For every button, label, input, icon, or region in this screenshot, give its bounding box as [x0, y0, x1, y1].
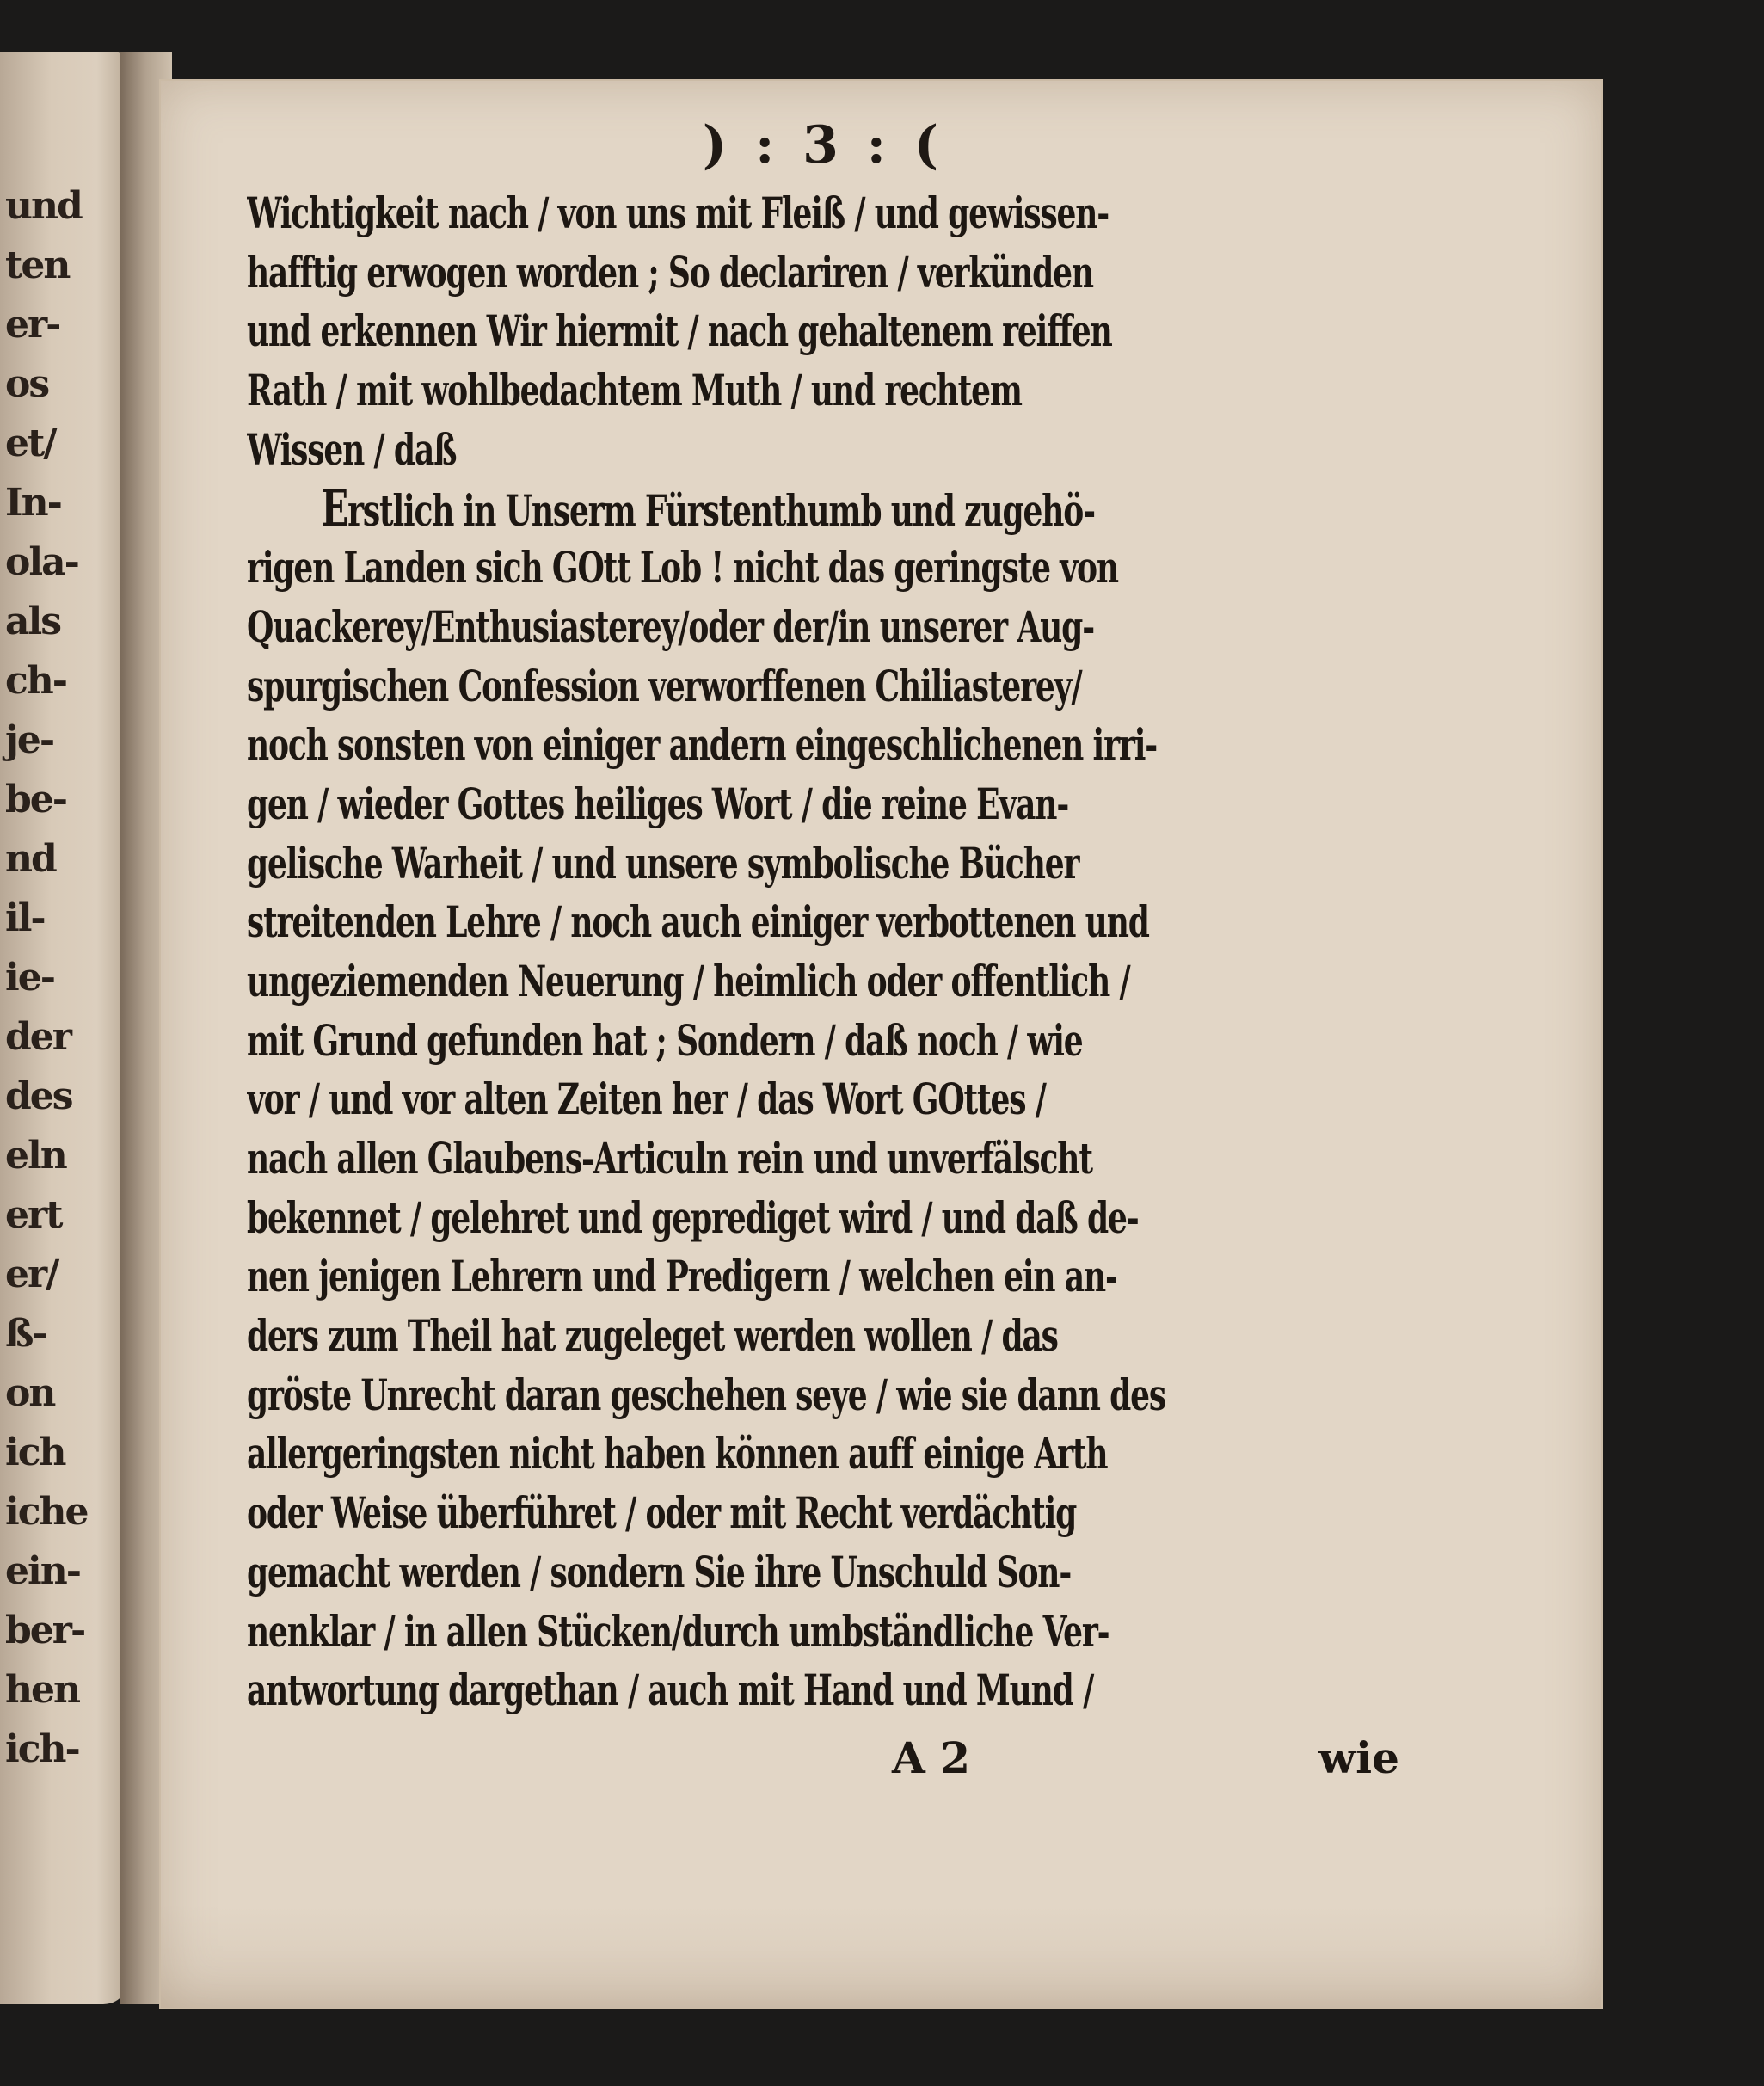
signature-mark: A 2 — [892, 1732, 970, 1783]
text-line: nen jenigen Lehrern und Predigern / welchen ein an- — [247, 1251, 1117, 1302]
edge-fragment: il- — [5, 896, 45, 940]
edge-fragment: ß- — [5, 1312, 46, 1356]
facing-page-left — [0, 52, 129, 2004]
text-line: gen / wieder Gottes heiliges Wort / die reine Evan- — [247, 778, 1069, 829]
edge-fragment: der — [5, 1015, 71, 1059]
text-line: Wissen / daß — [247, 423, 457, 475]
edge-fragment: ie- — [5, 956, 54, 1000]
edge-fragment: et/ — [5, 422, 56, 465]
text-line: Wichtigkeit nach / von uns mit Fleiß / und gewissen- — [247, 188, 1109, 238]
edge-fragment: nd — [5, 837, 56, 881]
catchword: wie — [1318, 1732, 1399, 1783]
edge-fragment: er/ — [5, 1252, 58, 1296]
edge-fragment: be- — [5, 778, 67, 821]
text-line: gemacht werden / sondern Sie ihre Unschuld Son- — [247, 1546, 1072, 1597]
page-right — [159, 79, 1603, 2009]
body-text — [247, 184, 1399, 1720]
text-line: bekennet / gelehret und geprediget wird / und daß de- — [247, 1191, 1139, 1243]
page-text-block — [247, 107, 1399, 1793]
text-line: streitenden Lehre / noch auch einiger verbottenen und — [247, 896, 1149, 948]
edge-fragment: ein- — [5, 1549, 80, 1593]
text-line: Quackerey/Enthusiasterey/oder der/in unserer Aug- — [247, 600, 1094, 652]
edge-fragment: os — [5, 362, 49, 406]
edge-fragment: ich — [5, 1431, 65, 1474]
text-line: allergeringsten nicht haben können auff einige Arth — [247, 1428, 1108, 1480]
text-line: spurgischen Confession verworffenen Chiliasterey/ — [247, 660, 1082, 711]
page-shading — [161, 1904, 1601, 2008]
edge-fragment: ch- — [5, 659, 67, 703]
text-line: rigen Landen sich GOtt Lob ! nicht das geringste von — [247, 542, 1118, 594]
edge-fragment: je- — [5, 718, 54, 762]
text-line: oder Weise überführet / oder mit Recht verdächtig — [247, 1487, 1077, 1539]
text-line: nenklar / in allen Stücken/durch umbständliche Ver- — [247, 1605, 1109, 1657]
text-line: vor / und vor alten Zeiten her / das Wort GOttes / — [247, 1074, 1046, 1125]
page-number-header: ) : 3 : ( — [702, 115, 944, 175]
page-footer — [247, 1724, 1399, 1793]
text-line: antwortung dargethan / auch mit Hand und Mund / — [247, 1664, 1094, 1716]
text-line: noch sonsten von einiger andern eingeschlichenen irri- — [247, 719, 1158, 771]
edge-fragment: des — [5, 1074, 72, 1118]
text-line: nach allen Glaubens-Articuln rein und unverfälscht — [247, 1133, 1092, 1184]
text-line-paragraph-start: Erstlich in Unserm Fürstenthumb und zugehö- — [321, 479, 1095, 538]
edge-fragment: ich- — [5, 1727, 79, 1771]
text-line: ders zum Theil hat zugeleget werden wollen / das — [247, 1310, 1058, 1362]
text-line: Rath / mit wohlbedachtem Muth / und rechtem — [247, 365, 1022, 416]
edge-fragment: ert — [5, 1193, 62, 1237]
edge-fragment: ola- — [5, 540, 78, 584]
edge-fragment: und — [5, 184, 82, 228]
text-line: hafftig erwogen worden ; So declariren / verkünden — [247, 246, 1093, 298]
text-line: gelische Warheit / und unsere symbolische Bücher — [247, 837, 1079, 889]
edge-fragment: iche — [5, 1490, 88, 1534]
edge-fragment: ten — [5, 243, 70, 287]
edge-fragment: ber- — [5, 1609, 85, 1652]
facing-page-edge-text — [5, 176, 88, 1779]
edge-fragment: als — [5, 600, 60, 643]
edge-fragment: eln — [5, 1134, 66, 1178]
text-line: mit Grund gefunden hat ; Sondern / daß noch / wie — [247, 1014, 1083, 1066]
text-line: und erkennen Wir hiermit / nach gehaltenem reiffen — [247, 305, 1112, 357]
edge-fragment: In- — [5, 481, 61, 525]
edge-fragment: er- — [5, 303, 60, 347]
text-line: gröste Unrecht daran geschehen seye / wie sie dann des — [247, 1369, 1166, 1420]
edge-fragment: on — [5, 1371, 55, 1415]
edge-fragment: hen — [5, 1668, 79, 1712]
text-line: ungeziemenden Neuerung / heimlich oder offentlich / — [247, 955, 1130, 1006]
